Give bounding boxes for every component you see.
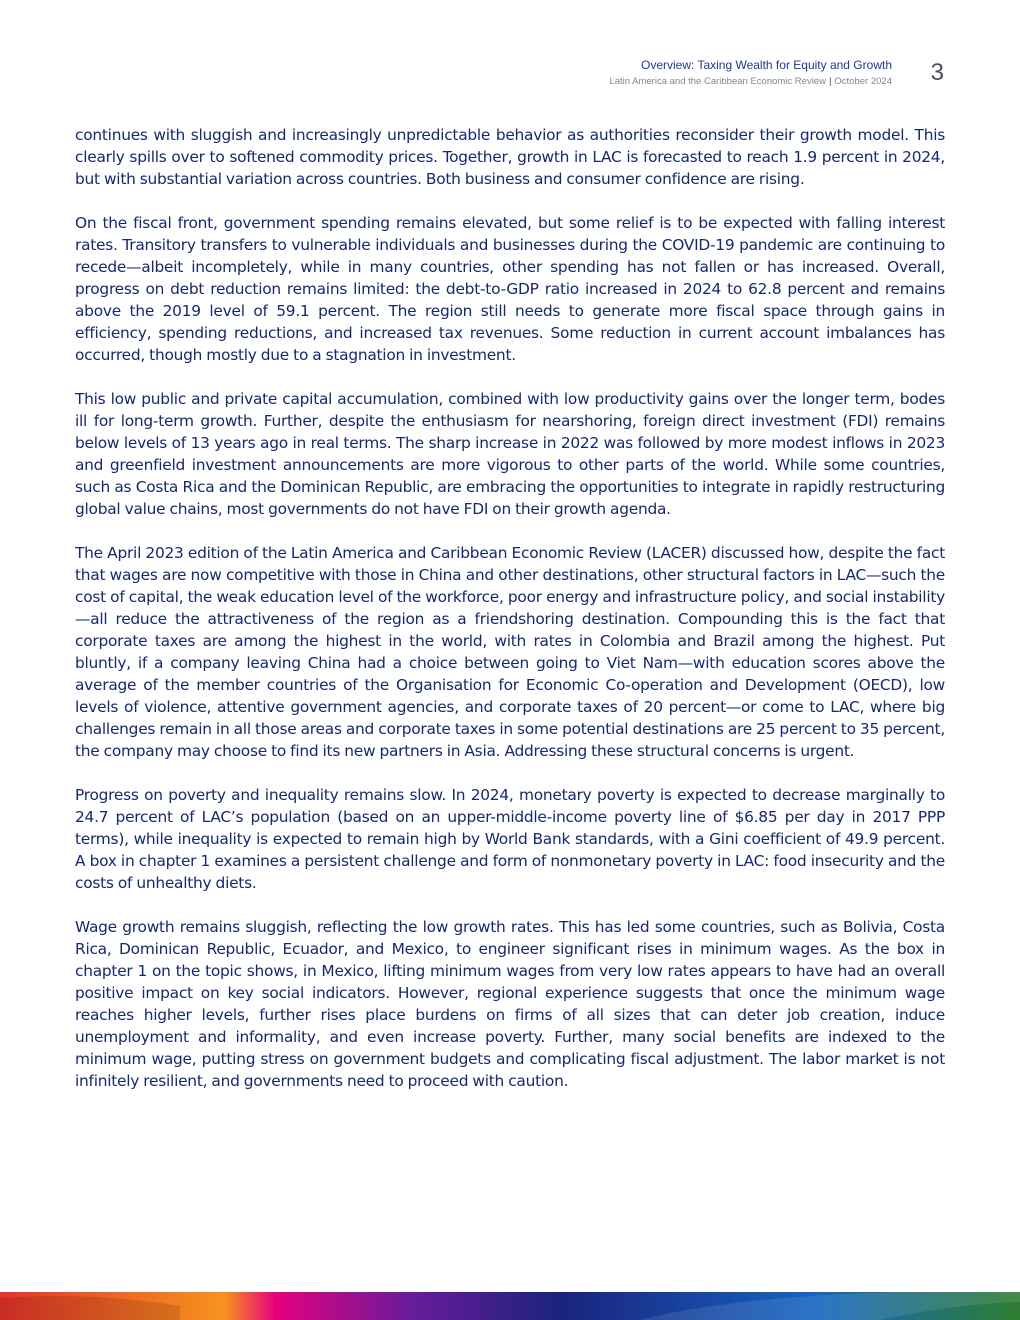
header-title: Overview: Taxing Wealth for Equity and Growth bbox=[640, 58, 892, 72]
paragraph: On the fiscal front, government spending remains elevated, but some relief is to be expected with falling interest rates. Transitory transfers to vulnerable individuals and businesses during the COVID-19 pandemic are continuing to recede—albeit incompletely, while in many countries, other spending has not fallen or has increased. Overall, progress on debt reduction remains limited: the debt-to-GDP ratio increased in 2024 to 62.8 percent and remains above the 2019 level of 59.1 percent. The region still needs to generate more fiscal space through gains in efficiency, spending reductions, and increased tax revenues. Some reduction in current account imbalances has occurred, though mostly due to a stagnation in investment. bbox=[75, 214, 945, 364]
page-number: 3 bbox=[930, 59, 944, 86]
publication-name: Latin America and the Caribbean Economic Review bbox=[609, 76, 826, 87]
paragraph: This low public and private capital accumulation, combined with low productivity gains over the longer term, bodes ill for long-term growth. Further, despite the enthusiasm for nearshoring, foreign direct investment (FDI) remains below levels of 13 years ago in real terms. The sharp increase in 2022 was followed by more modest inflows in 2023 and greenfield investment announcements are more vigorous to other parts of the world. While some countries, such as Costa Rica and the Dominican Republic, are embracing the opportunities to integrate in rapidly restructuring global value chains, most governments do not have FDI on their growth agenda. bbox=[75, 390, 945, 518]
body-text bbox=[75, 124, 945, 1114]
paragraph: continues with sluggish and increasingly unpredictable behavior as authorities reconsider their growth model. This clearly spills over to softened commodity prices. Together, growth in LAC is forecasted to reach 1.9 percent in 2024, but with substantial variation across countries. Both business and consumer confidence are rising. bbox=[75, 126, 945, 188]
publication-date: October 2024 bbox=[834, 76, 892, 87]
header-subtitle bbox=[609, 75, 892, 88]
footer-color-band bbox=[0, 1292, 1020, 1320]
header-separator: | bbox=[828, 76, 832, 87]
paragraph: Progress on poverty and inequality remains slow. In 2024, monetary poverty is expected to decrease marginally to 24.7 percent of LAC’s population (based on an upper-middle-income poverty line of $6.85 per day in 2017 PPP terms), while inequality is expected to remain high by World Bank standards, with a Gini coefficient of 49.9 percent. A box in chapter 1 examines a persistent challenge and form of nonmonetary poverty in LAC: food insecurity and the costs of unhealthy diets. bbox=[75, 786, 945, 892]
header-text-block bbox=[609, 58, 892, 88]
paragraph: Wage growth remains sluggish, reflecting the low growth rates. This has led some countries, such as Bolivia, Costa Rica, Dominican Republic, Ecuador, and Mexico, to engineer significant rises in minimum wages. As the box in chapter 1 on the topic shows, in Mexico, lifting minimum wages from very low rates appears to have had an overall positive impact on key social indicators. However, regional experience suggests that once the minimum wage reaches higher levels, further rises place burdens on firms of all sizes that can deter job creation, induce unemployment and informality, and even increase poverty. Further, many social benefits are indexed to the minimum wage, putting stress on government budgets and complicating fiscal adjustment. The labor market is not infinitely resilient, and governments need to proceed with caution. bbox=[75, 918, 945, 1090]
running-header bbox=[344, 58, 944, 92]
paragraph: The April 2023 edition of the Latin America and Caribbean Economic Review (LACER) discussed how, despite the fact that wages are now competitive with those in China and other destinations, other structural factors in LAC—such the cost of capital, the weak education level of the workforce, poor energy and infrastructure policy, and social instability—all reduce the attractiveness of the region as a friendshoring destination. Compounding this is the fact that corporate taxes are among the highest in the world, with rates in Colombia and Brazil among the highest. Put bluntly, if a company leaving China had a choice between going to Viet Nam—with education scores above the average of the member countries of the Organisation for Economic Co-operation and Development (OECD), low levels of violence, attentive government agencies, and corporate taxes of 20 percent—or come to LAC, where big challenges remain in all those areas and corporate taxes in some potential destinations are 25 percent to 35 percent, the company may choose to find its new partners in Asia. Addressing these structural concerns is urgent. bbox=[75, 544, 945, 760]
footer-band-graphic bbox=[0, 1292, 1020, 1320]
